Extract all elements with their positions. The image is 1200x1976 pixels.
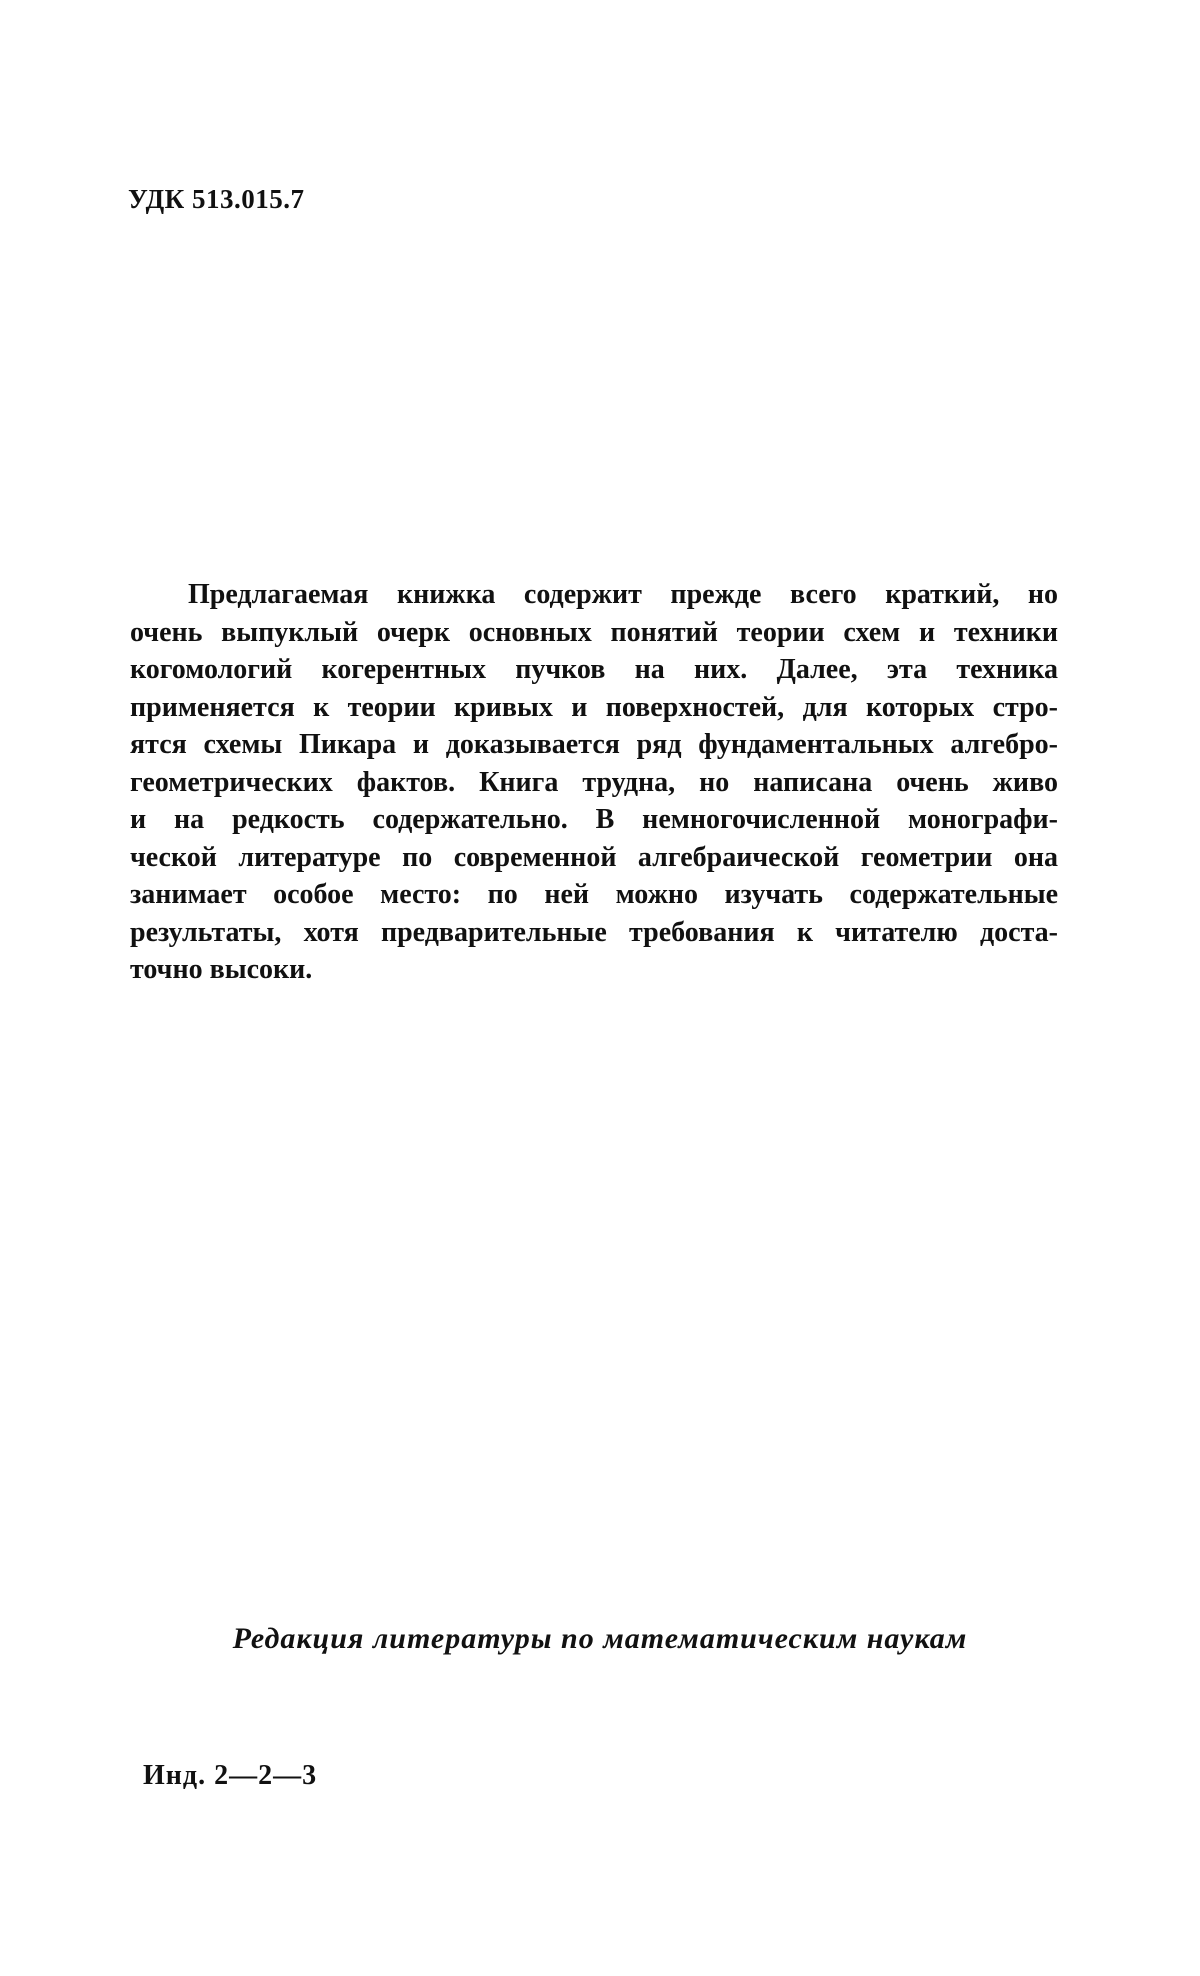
abstract-line: точно высоки.	[130, 954, 313, 985]
abstract-line: ческой литературе по современной алгебраической геометрии она	[130, 841, 1058, 873]
publisher-imprint: Редакция литературы по математическим наукам	[232, 1622, 968, 1655]
udk-code: УДК 513.015.7	[128, 184, 305, 214]
abstract-line: применяется к теории кривых и поверхностей, для которых стро-	[130, 691, 1058, 723]
abstract-line: геометрических фактов. Книга трудна, но написана очень живо	[130, 766, 1058, 798]
abstract-line: занимает особое место: по ней можно изучать содержательные	[130, 879, 1058, 910]
abstract-paragraph	[130, 576, 1058, 989]
abstract-line: и на редкость содержательно. В немногочисленной монографи-	[130, 804, 1058, 835]
abstract-line: результаты, хотя предварительные требования к читателю доста-	[130, 916, 1058, 948]
abstract-line: очень выпуклый очерк основных понятий теории схем и техники	[130, 616, 1058, 648]
abstract-line: когомологий когерентных пучков на них. Далее, эта техника	[130, 654, 1058, 685]
index-code: Инд. 2—2—3	[143, 1760, 318, 1791]
abstract-line: ятся схемы Пикара и доказывается ряд фундаментальных алгебро-	[130, 729, 1058, 760]
abstract-line: Предлагаемая книжка содержит прежде всего краткий, но	[188, 579, 1058, 610]
